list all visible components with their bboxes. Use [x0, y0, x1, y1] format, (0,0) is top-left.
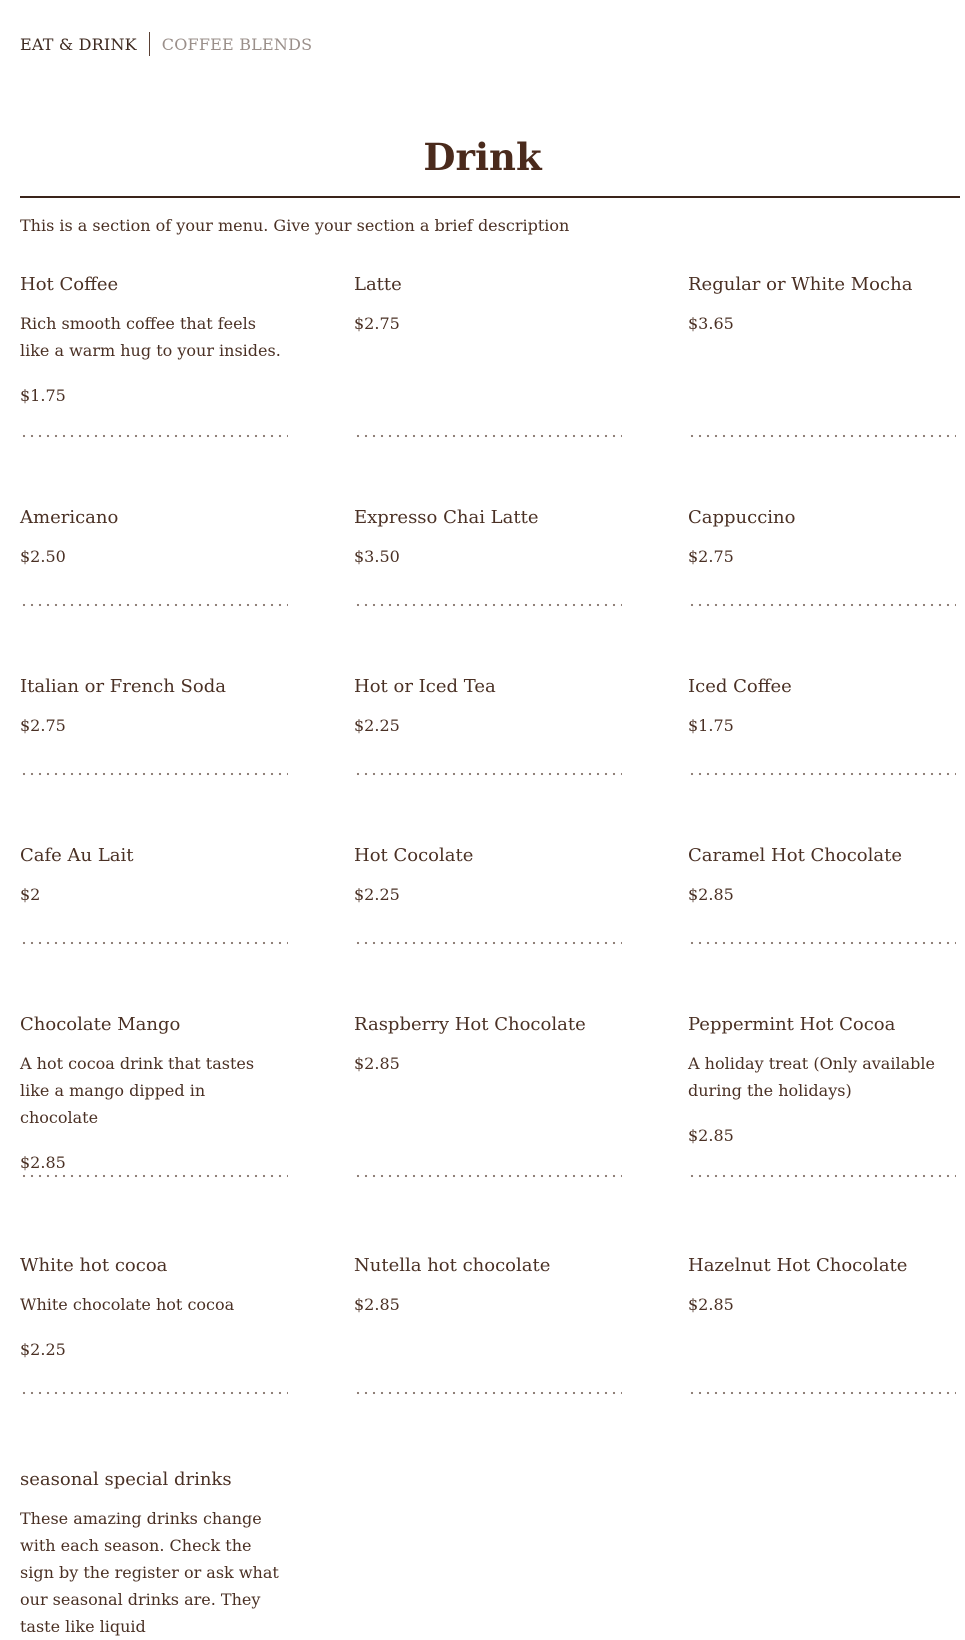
menu-item [354, 1010, 622, 1251]
menu-item-name: Cafe Au Lait [20, 845, 134, 866]
menu-item [354, 503, 622, 672]
menu-item-name: White hot cocoa [20, 1255, 168, 1276]
menu-item-name: Expresso Chai Latte [354, 507, 539, 528]
menu-item-price: $2.85 [20, 1153, 66, 1172]
menu-item [354, 672, 622, 841]
menu-item-name: Hot Cocolate [354, 845, 474, 866]
dotted-divider [354, 434, 622, 438]
section-divider [20, 196, 960, 198]
menu-item-description: These amazing drinks change with each season. Check the sign by the register or ask what our seasonal drinks are. They taste like liquid [20, 1509, 279, 1636]
menu-row [20, 1010, 960, 1251]
menu-item [354, 270, 622, 503]
menu-item [688, 503, 956, 672]
menu-item-price: $2.25 [354, 716, 400, 735]
menu-item-description: A holiday treat (Only available during the holidays) [688, 1054, 935, 1100]
dotted-divider [688, 434, 956, 438]
menu-item-price: $2.85 [688, 1295, 734, 1314]
menu-item-price: $2.50 [20, 547, 66, 566]
menu-item-name: seasonal special drinks [20, 1469, 232, 1490]
dotted-divider [20, 772, 288, 776]
menu-item-name: Caramel Hot Chocolate [688, 845, 903, 866]
menu-item-name: Nutella hot chocolate [354, 1255, 551, 1276]
menu-item-price: $2.25 [20, 1340, 66, 1359]
menu-item-price: $2.75 [688, 547, 734, 566]
breadcrumb-link-coffee-blends[interactable]: COFFEE BLENDS [161, 34, 313, 54]
menu-item-price: $2 [20, 885, 41, 904]
menu-item-name: Hot or Iced Tea [354, 676, 496, 697]
menu-item-price: $2.85 [354, 1054, 400, 1073]
dotted-divider [354, 1174, 622, 1178]
menu-item-name: Hazelnut Hot Chocolate [688, 1255, 908, 1276]
menu-item-price: $2.75 [20, 716, 66, 735]
menu-item [20, 1010, 288, 1251]
dotted-divider [354, 1391, 622, 1395]
menu-item-name: Raspberry Hot Chocolate [354, 1014, 586, 1035]
menu-item-price: $2.75 [354, 314, 400, 333]
dotted-divider [354, 941, 622, 945]
dotted-divider [20, 1391, 288, 1395]
dotted-divider [354, 772, 622, 776]
menu-item-name: Peppermint Hot Cocoa [688, 1014, 896, 1035]
dotted-divider [20, 603, 288, 607]
menu-item-name: Regular or White Mocha [688, 274, 913, 295]
dotted-divider [354, 603, 622, 607]
dotted-divider [688, 941, 956, 945]
menu-item [688, 1010, 956, 1251]
menu-item-name: Cappuccino [688, 507, 796, 528]
menu-item [20, 1251, 288, 1465]
menu-item-price: $3.50 [354, 547, 400, 566]
menu-item-name: Hot Coffee [20, 274, 119, 295]
menu-row [20, 672, 960, 841]
menu-item-description: A hot cocoa drink that tastes like a mango dipped in chocolate [20, 1054, 255, 1127]
menu-item [688, 1251, 956, 1465]
dotted-divider [20, 941, 288, 945]
menu-item [20, 270, 288, 503]
menu-grid [20, 270, 960, 1640]
menu-row [20, 1251, 960, 1465]
menu-item-price: $2.85 [688, 1126, 734, 1145]
breadcrumb [20, 32, 312, 56]
dotted-divider [20, 434, 288, 438]
menu-item-price: $2.85 [354, 1295, 400, 1314]
breadcrumb-divider [149, 32, 150, 56]
menu-item [688, 841, 956, 1010]
breadcrumb-current: EAT & DRINK [20, 34, 137, 54]
menu-item [20, 841, 288, 1010]
menu-item [354, 1251, 622, 1465]
menu-item-price: $1.75 [688, 716, 734, 735]
dotted-divider [20, 1174, 288, 1178]
menu-item-price: $2.85 [688, 885, 734, 904]
menu-item-price: $2.25 [354, 885, 400, 904]
dotted-divider [688, 1391, 956, 1395]
section-title: Drink [423, 135, 542, 179]
dotted-divider [688, 1174, 956, 1178]
menu-item-description: White chocolate hot cocoa [20, 1295, 235, 1314]
menu-item [20, 1465, 288, 1640]
menu-item-name: Chocolate Mango [20, 1014, 181, 1035]
menu-item-name: Iced Coffee [688, 676, 792, 697]
menu-item-price: $3.65 [688, 314, 734, 333]
dotted-divider [688, 603, 956, 607]
menu-item-description: Rich smooth coffee that feels like a warm hug to your insides. [20, 314, 281, 360]
menu-item [688, 672, 956, 841]
menu-row [20, 841, 960, 1010]
menu-item [688, 270, 956, 503]
menu-item [354, 841, 622, 1010]
menu-row [20, 503, 960, 672]
menu-item [20, 503, 288, 672]
menu-item-price: $1.75 [20, 386, 66, 405]
menu-row [20, 1465, 960, 1640]
menu-item-name: Latte [354, 274, 402, 295]
menu-item-name: Italian or French Soda [20, 676, 226, 697]
menu-row [20, 270, 960, 503]
menu-item-name: Americano [20, 507, 119, 528]
dotted-divider [688, 772, 956, 776]
menu-item [20, 672, 288, 841]
section-description: This is a section of your menu. Give your section a brief description [20, 216, 570, 235]
